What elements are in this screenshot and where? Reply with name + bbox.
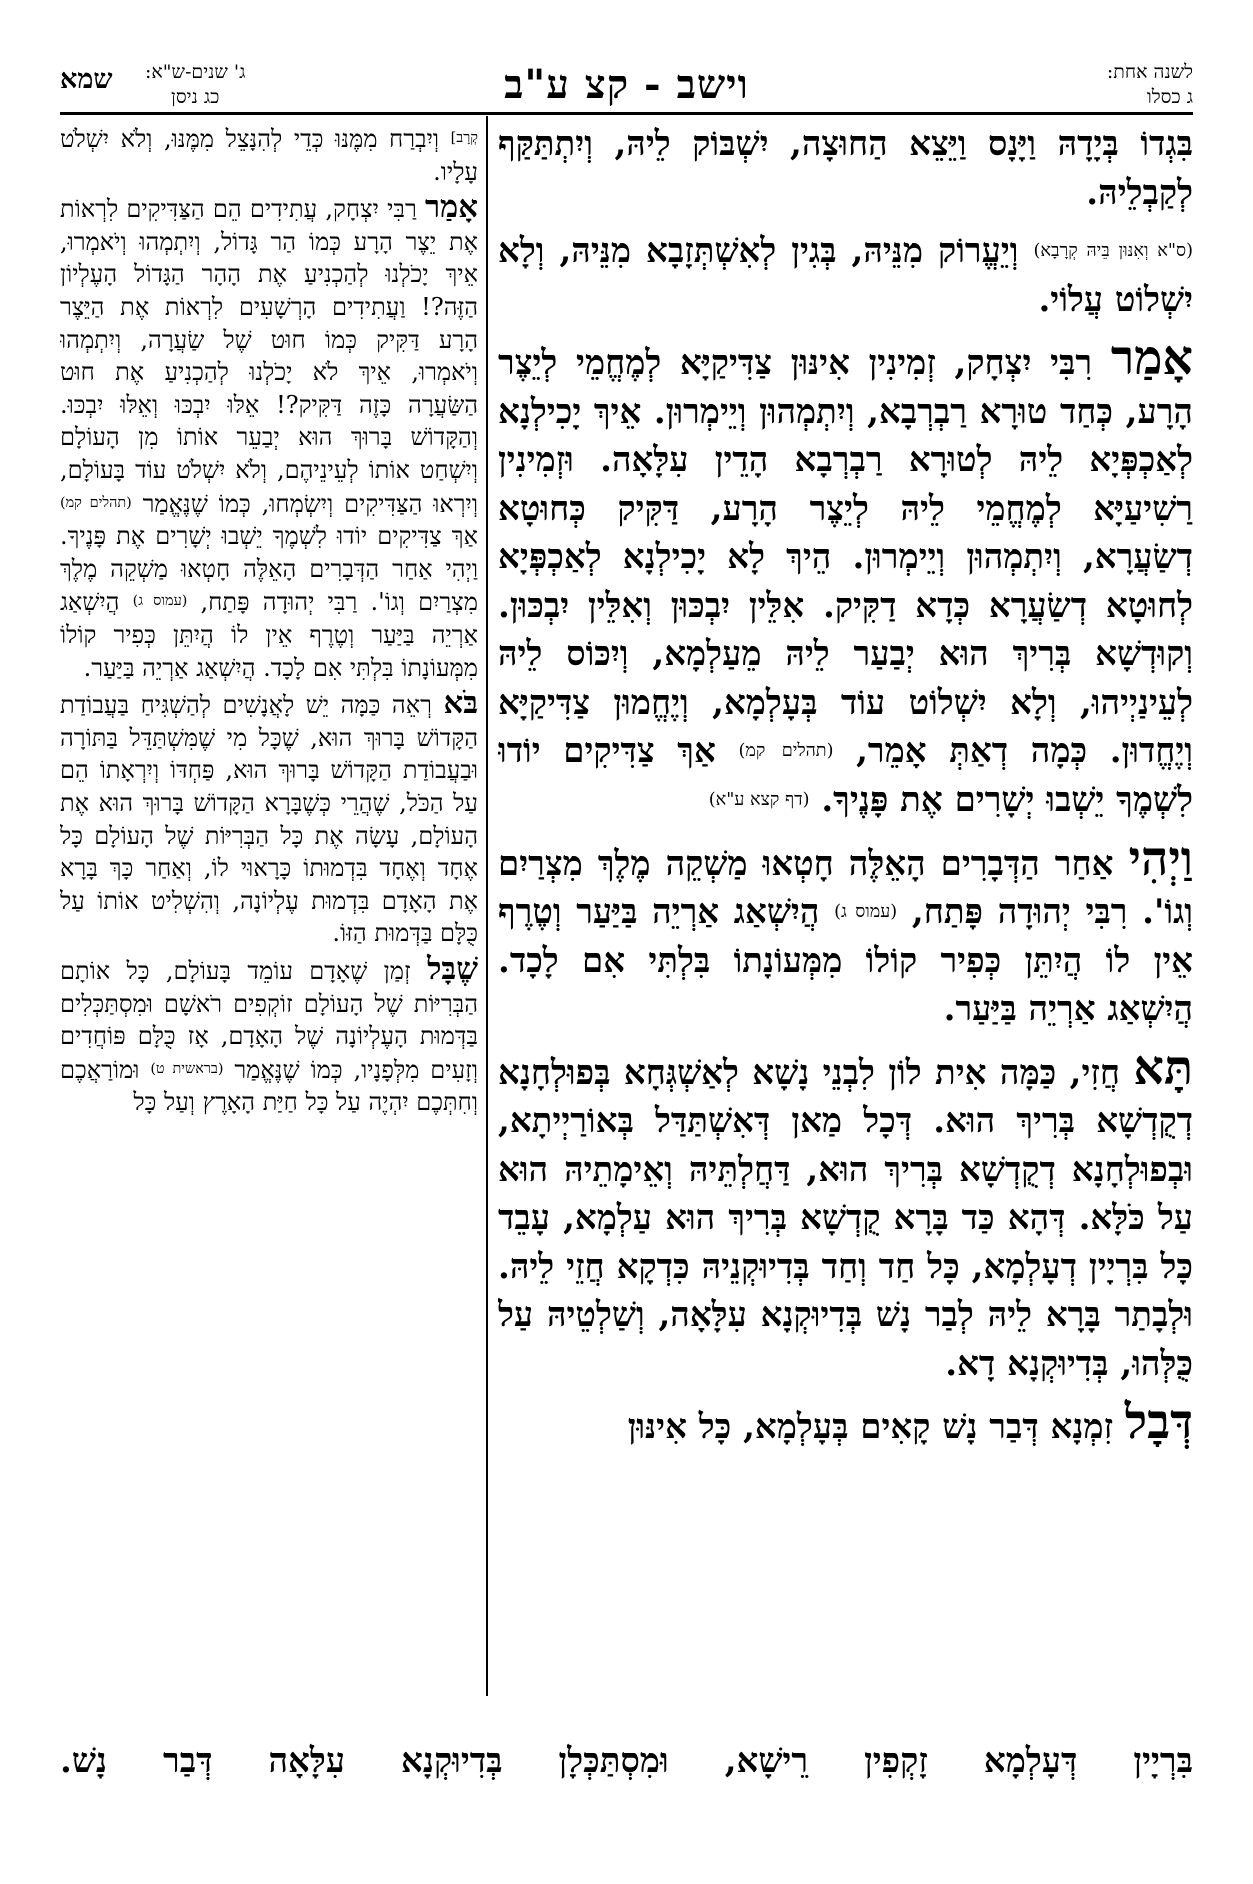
side-text: רַבִּי יִצְחָק, עֲתִידִים הֵם הַצַּדִּיקִים לִרְאוֹת אֶת יֵצֶר הָרָע כְּמוֹ הַר גָּדוֹל, וְיִתְמְהוּ וְיֹאמְרוּ, אֵיךְ יָכֹלְנוּ לְהַכְנִיעַ אֶת הָהָר הַגָּדוֹל הָעֶלְיוֹן הַזֶּה?! וַעֲתִידִים הָרְשָׁעִים לִרְאוֹת אֶת הַיֵּצֶר הָרָע דַּקִּיק כְּמוֹ חוּט שֶׁל שַׂעֲרָה, וְיִתְמְהוּ וְיֹאמְרוּ, אֵיךְ לֹא יָכֹלְנוּ לְהַכְנִיעַ אֶת חוּט הַשַּׂעֲרָה כָּזֶה דַּקִּיק?! אֵלּוּ יִבְכּוּ וְאֵלּוּ יִבְכּוּ. וְהַקָּדוֹשׁ בָּרוּךְ הוּא יְבַעֵר אוֹתוֹ מִן הָעוֹלָם וְיִשְׁחַט אוֹתוֹ לְעֵינֵיהֶם, וְלֹא יִשְׁלֹט עוֹד בָּעוֹלָם, וְיִרְאוּ הַצַּדִּיקִים וְיִשְׂמְחוּ, כְּמוֹ שֶׁנֶּאֱמַר: [60, 195, 478, 518]
main-paragraph-2: [498, 227, 1193, 324]
main-paragraph-4: [498, 830, 1193, 1034]
side-text: וְיִבְרַח מִמֶּנּוּ כְּדֵי לְהִנָּצֵל מִמֶּנּוּ, וְלֹא יִשְׁלֹט עָלָיו.: [60, 125, 478, 186]
main-text: אַךְ צַדִּיקִים יוֹדוּ לִשְׁמֶךָ יֵשְׁבוּ יְשָׁרִים אֶת פָּנֶיךָ.: [498, 731, 1193, 821]
main-text: חֲזִי, כַּמָּה אִית לוֹן לִבְנֵי נָשָׁא לְאַשְׁגְּחָא בְּפוּלְחָנָא דְקֻדְשָׁא בְּרִיךְ הוּא. דְּכָל מַאן דְּאִשְׁתַּדַּל בְּאוֹרַיְיתָא, וּבְפוּלְחָנָא דְקֻדְשָׁא בְּרִיךְ הוּא, דַּחֲלְתֵּיהּ וְאֵימָתֵיהּ הוּא עַל כֹּלָּא. דְּהָא כַּד בָּרָא קֻדְשָׁא בְּרִיךְ הוּא עַלְמָא, עָבֵד כָּל בִּרְיָין דְעָלְמָא, כָּל חַד וְחַד בְּדִיוּקְנֵיהּ כִּדְקָא חֲזֵי לֵיהּ. וּלְבָתַר בָּרָא לֵיהּ לְבַר נָשׁ בְּדִיוּקְנָא עִלָּאָה, וְשַׁלְטֵיהּ עַל כֻּלְּהוּ, בְּדִיוּקְנָא דָא.: [498, 1052, 1193, 1384]
folio-reference: (דף קצא ע"א): [708, 789, 810, 810]
paragraph-opener: שֶׁבָּל: [427, 950, 478, 987]
paragraph-opener: אָמַר: [1110, 330, 1193, 387]
main-text: זִמְנָא דְּבַר נָשׁ קָאִים בְּעָלְמָא, כָּל אִינּוּן: [627, 1407, 1114, 1448]
header-left-top: ג' שנים-ש"א:: [145, 61, 246, 83]
verse-reference: (תהלים קמ): [60, 494, 132, 511]
main-bottom-line: בִּרְיָין דְּעָלְמָא זָקְפִין רֵישָׁא, וּמִסְתַּכְּלָן בְּדִיוּקְנָא עִלָּאָה דְּבַר נָשׁ.: [60, 1741, 1193, 1781]
main-paragraph-6: [498, 1394, 1193, 1452]
main-paragraph-5: [498, 1039, 1193, 1389]
side-paragraph-3: [60, 687, 478, 950]
variant-reference: (ס"א וְאִנּוּן בֵּיהּ קְרָבָא): [1033, 241, 1193, 261]
verse-reference: (עמוס ג): [132, 593, 188, 610]
main-column: [498, 120, 1193, 1700]
main-paragraph-1: [498, 120, 1193, 217]
main-paragraph-3: [498, 330, 1193, 824]
header-left-bottom: כג ניסן: [171, 86, 220, 108]
side-text: רְאֵה כַּמָּה יֵשׁ לָאֲנָשִׁים לְהַשְׁגִּיחַ בַּעֲבוֹדַת הַקָּדוֹשׁ בָּרוּךְ הוּא, שֶׁכָּל מִי שֶׁמִּשְׁתַּדֵּל בַּתּוֹרָה וּבַעֲבוֹדַת הַקָּדוֹשׁ בָּרוּךְ הוּא, פַּחְדּוֹ וְיִרְאָתוֹ הֵם עַל הַכֹּל, שֶׁהֲרֵי כְּשֶׁבָּרָא הַקָּדוֹשׁ בָּרוּךְ הוּא אֶת הָעוֹלָם, עָשָׂה אֶת כָּל הַבְּרִיּוֹת שֶׁל הָעוֹלָם כָּל אֶחָד וְאֶחָד בִּדְמוּתוֹ כָּרָאוּי לוֹ, וְאַחַר כָּךְ בָּרָא אֶת הָאָדָם בִּדְמוּת עֶלְיוֹנָה, וְהִשְׁלִיט אוֹתוֹ עַל כֻּלָּם בַּדְּמוּת הַזּוֹ.: [60, 691, 478, 948]
page-number: שמא: [60, 64, 113, 95]
page-header: [60, 60, 1193, 118]
side-text: הֲיִשְׁאַג אַרְיֵה בַּיַּעַר וְטֶרֶף אֵין לוֹ הֲיִתֵּן כְּפִיר קוֹלוֹ מִמְּעוֹנָתוֹ בִּלְתִּי אִם לָכָד. הֲיִשְׁאַג אַרְיֵה בַּיַּעַר.: [60, 588, 478, 682]
header-right-bottom: ג כסלו: [1146, 86, 1193, 108]
side-paragraph-2: [60, 191, 478, 684]
translation-column: [60, 122, 478, 1697]
page-title: וישב - קצ ע"ב: [504, 61, 749, 108]
side-paragraph-1: [60, 122, 478, 188]
main-text: בִּגְדוֹ בְּיָדָהּ וַיָּנָס וַיֵּצֵא הַחוּצָה, יִשְׁבּוֹק לֵיהּ, וְיִתְתַּקַּף לְקַבְלֵיהּ.: [498, 124, 1193, 213]
paragraph-opener: וַיְהִי: [1128, 830, 1193, 887]
paragraph-opener: דְּבָל: [1124, 1394, 1193, 1451]
paragraph-opener: אָמַר: [424, 189, 478, 226]
column-divider: [486, 116, 488, 1696]
verse-reference: (תהלים קמ): [738, 741, 834, 762]
side-text: זְמַן שֶׁאָדָם עוֹמֵד בָּעוֹלָם, כָּל אוֹתָם הַבְּרִיּוֹת שֶׁל הָעוֹלָם זוֹקְפִים רֹאשָׁם וּמִסְתַּכְּלִים בַּדְּמוּת הָעֶלְיוֹנָה שֶׁל הָאָדָם, אָז כֻּלָּם פּוֹחֲדִים וְזָעִים מִלְּפָנָיו, כְּמוֹ שֶׁנֶּאֱמַר: [60, 956, 478, 1084]
header-right-top: לשנה אחת:: [1106, 61, 1193, 83]
header-divider: [60, 112, 1193, 115]
main-text: וְיֵעֱרוֹק מִנֵּיהּ, בְּגִין לְאִשְׁתְּזָבָא מִנֵּיהּ, וְלָא יִשְׁלוֹט עֲלוֹי.: [498, 231, 1193, 320]
main-text: אַחַר הַדְּבָרִים הָאֵלֶּה חָטְאוּ מַשְׁקֵה מֶלֶךְ מִצְרַיִם וְגוֹ'. רִבִּי יְהוּדָה פָּתַח,: [498, 843, 1193, 933]
paragraph-opener: בֹּא: [443, 685, 478, 722]
verse-reference: (עמוס ג): [834, 902, 898, 923]
header-three-year-schedule: [145, 60, 245, 110]
continuation-reference: קְרָב]: [450, 130, 478, 146]
main-text: רִבִּי יִצְחָק, זְמִינִין אִינּוּן צַדִּיקַיָּא לְמֶחֱמֵי לְיֵצֶר הָרָע, כְּחַד טוּרָא רַבְרְבָא, וְיִתְמְהוּן וְיֵימְרוּן. אֵיךְ יָכִילְנָא לְאַכְפְּיָא לֵיהּ לְטוּרָא רַבְרְבָא הָדֵין עִלָּאָה. וּזְמִינִין רַשִׁיעַיָּא לְמֶחֱמֵי לֵיהּ לְיֵצֶר הָרָע, דַּקִּיק כְּחוּטָא דְשַׂעֲרָא, וְיִתְמְהוּן וְיֵימְרוּן. הֵיךְ לָא יָכִילְנָא לְאַכְפְּיָא לְחוּטָא דְשַׂעֲרָא כְּדָא דַקִּיק. אִלֵּין יִבְכּוּן וְאִלֵּין יִבְכּוּן. וְקוּדְשָׁא בְּרִיךְ הוּא יְבַעַר לֵיהּ מֵעַלְמָא, וְיִכּוֹס לֵיהּ לְעֵינַיְיהוּ, וְלָא יִשְׁלוֹט עוֹד בְּעָלְמָא, וְיֶחֱמוּן צַדִּיקַיָּא וְיֶחֱדוּן. כְּמָה דְאַתְּ אָמֵר,: [498, 343, 1193, 772]
verse-reference: (בראשית ט): [150, 1060, 224, 1077]
side-text: אַךְ צַדִּיקִים יוֹדוּ לִשְׁמֶךָ יֵשְׁבוּ יְשָׁרִים אֶת פָּנֶיךָ. וַיְהִי אַחַר הַדְּבָרִים הָאֵלֶּה חָטְאוּ מַשְׁקֵה מֶלֶךְ מִצְרַיִם וְגוֹ'. רַבִּי יְהוּדָה פָּתַח,: [60, 522, 478, 617]
side-text: וּמוֹרַאֲכֶם וְחִתְּכֶם יִהְיֶה עַל כָּל חַיַּת הָאָרֶץ וְעַל כָּל: [60, 1055, 478, 1117]
paragraph-opener: תָּא: [1133, 1039, 1193, 1096]
side-paragraph-4: [60, 950, 478, 1119]
main-text: הֲיִשְׁאַג אַרְיֵה בַּיַּעַר וְטֶרֶף אֵין לוֹ הֲיִתֵּן כְּפִיר קוֹלוֹ מִמְּעוֹנָתוֹ בִּלְתִּי אִם לָכָד. הֲיִשְׁאַג אַרְיֵה בַּיַּעַר.: [498, 892, 1193, 1030]
